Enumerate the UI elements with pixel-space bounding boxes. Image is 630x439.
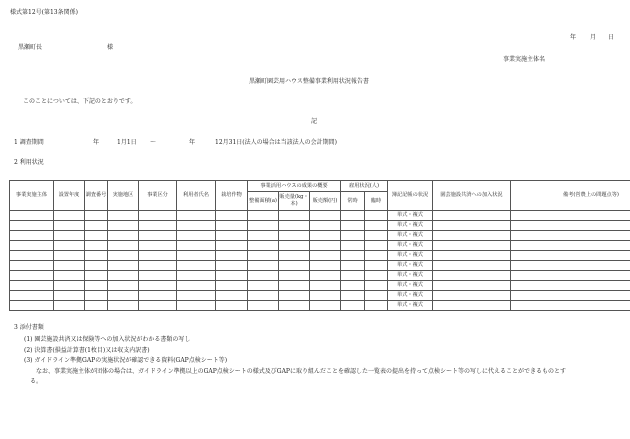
table-cell (341, 301, 365, 311)
applicant-label: 事業実施主体名 (503, 56, 546, 63)
table-cell (341, 291, 365, 301)
section3-item-3: (3) ガイドライン準拠GAPの実施状況が確認できる資料(GAP点検シート等) (24, 357, 228, 364)
table-cell (177, 271, 216, 281)
table-cell (511, 221, 630, 231)
table-cell (85, 261, 108, 271)
table-cell (433, 231, 511, 241)
table-cell (54, 221, 85, 231)
section1-from: 1月1日 (117, 139, 137, 146)
table-cell (85, 251, 108, 261)
document-title: 黒瀬町園芸用ハウス整備事業利用状況報告書 (249, 78, 369, 85)
table-cell (139, 271, 177, 281)
table-cell (248, 251, 279, 261)
table-cell (85, 291, 108, 301)
table-cell (365, 281, 388, 291)
table-cell (177, 261, 216, 271)
bookkeeping-cell: 単式・複式 (388, 301, 433, 311)
table-cell (310, 221, 341, 231)
table-cell (433, 271, 511, 281)
table-cell (216, 241, 248, 251)
table-cell (365, 221, 388, 231)
table-cell (511, 281, 630, 291)
table-cell (341, 241, 365, 251)
table-cell (10, 251, 54, 261)
table-cell (433, 251, 511, 261)
table-cell (433, 261, 511, 271)
table-cell (177, 211, 216, 221)
section2-label: 2 利用状況 (14, 159, 44, 166)
table-cell (54, 291, 85, 301)
table-row (10, 281, 630, 291)
table-cell (85, 281, 108, 291)
table-cell (177, 251, 216, 261)
table-row (10, 241, 630, 251)
table-cell (85, 231, 108, 241)
table-row (10, 261, 630, 271)
table-cell (511, 251, 630, 261)
header-fiscal-year: 設置年度 (54, 181, 85, 211)
section1-year2: 年 (189, 139, 196, 146)
table-cell (365, 261, 388, 271)
table-cell (310, 231, 341, 241)
section3-item-2: (2) 決算書(損益計算書(1枚目)又は収支内訳書) (24, 347, 150, 354)
header-shipment-qty: 販売量(kg・本) (279, 192, 310, 211)
table-cell (248, 271, 279, 281)
table-cell (511, 301, 630, 311)
header-sales-amount: 販売額(円) (310, 192, 341, 211)
table-cell (85, 211, 108, 221)
table-cell (10, 261, 54, 271)
intro-text: このことについては、下記のとおりです。 (23, 98, 137, 105)
table-cell (108, 231, 139, 241)
table-row (10, 251, 630, 261)
header-category: 事業区分 (139, 181, 177, 211)
table-cell (10, 231, 54, 241)
table-row (10, 301, 630, 311)
table-cell (341, 251, 365, 261)
addressee-honorific: 様 (107, 44, 114, 51)
header-bookkeeping: 簿記記帳の状況 (388, 181, 433, 211)
table-cell (216, 271, 248, 281)
table-cell (341, 271, 365, 281)
table-cell (279, 241, 310, 251)
header-employment-group: 雇用状況(人) (341, 181, 388, 192)
section3-item-1: (1) 園芸施設共済又は保険等への加入状況がわかる書類の写し (24, 336, 191, 343)
bookkeeping-cell: 単式・複式 (388, 281, 433, 291)
table-cell (511, 241, 630, 251)
table-cell (310, 261, 341, 271)
table-cell (139, 301, 177, 311)
header-operator: 事業実施主体 (10, 181, 54, 211)
table-cell (365, 241, 388, 251)
table-cell (279, 261, 310, 271)
table-cell (139, 261, 177, 271)
table-cell (10, 221, 54, 231)
header-remarks: 備考(営農上の問題点等) (511, 181, 630, 211)
section3-note-line1: なお、事業実施主体が団体の場合は、ガイドライン準拠以上のGAP点検シートの様式及びGAPに取り組んだことを確認した一覧表の提出を持って点検シート等の写しに代えることができるものとす (36, 368, 566, 375)
header-crop: 栽培作物 (216, 181, 248, 211)
table-cell (108, 221, 139, 231)
table-cell (85, 271, 108, 281)
table-cell (10, 281, 54, 291)
table-cell (177, 231, 216, 241)
table-cell (10, 271, 54, 281)
header-regular: 常時 (341, 192, 365, 211)
section1-tilde: ～ (150, 139, 157, 146)
table-cell (54, 241, 85, 251)
table-cell (310, 241, 341, 251)
table-cell (433, 221, 511, 231)
table-cell (279, 281, 310, 291)
table-row (10, 211, 630, 221)
table-cell (341, 281, 365, 291)
table-cell (248, 281, 279, 291)
table-cell (248, 291, 279, 301)
table-cell (310, 251, 341, 261)
table-cell (365, 271, 388, 281)
header-temporary: 臨時 (365, 192, 388, 211)
table-cell (108, 271, 139, 281)
table-cell (54, 271, 85, 281)
table-cell (433, 301, 511, 311)
table-cell (310, 301, 341, 311)
table-cell (216, 301, 248, 311)
table-cell (248, 211, 279, 221)
table-cell (341, 221, 365, 231)
table-cell (365, 231, 388, 241)
table-cell (108, 251, 139, 261)
table-cell (365, 301, 388, 311)
table-cell (341, 211, 365, 221)
table-cell (279, 301, 310, 311)
table-cell (216, 261, 248, 271)
table-row (10, 271, 630, 281)
table-cell (85, 301, 108, 311)
table-cell (10, 301, 54, 311)
bookkeeping-cell: 単式・複式 (388, 221, 433, 231)
ki-label: 記 (311, 118, 318, 125)
table-cell (279, 211, 310, 221)
table-cell (511, 231, 630, 241)
table-cell (310, 291, 341, 301)
header-survey-no: 調査番号 (85, 181, 108, 211)
section3-label: 3 添付書類 (14, 324, 44, 331)
section1-year1: 年 (93, 139, 100, 146)
table-cell (177, 221, 216, 231)
table-cell (108, 241, 139, 251)
table-cell (139, 211, 177, 221)
table-cell (85, 241, 108, 251)
table-cell (433, 241, 511, 251)
table-cell (216, 211, 248, 221)
table-cell (365, 211, 388, 221)
table-cell (108, 281, 139, 291)
bookkeeping-cell: 単式・複式 (388, 271, 433, 281)
table-row (10, 231, 630, 241)
table-cell (310, 281, 341, 291)
header-mutual-aid: 園芸施設共済への加入状況 (433, 181, 511, 211)
table-cell (139, 281, 177, 291)
addressee-name: 黒瀬町長 (18, 44, 43, 51)
bookkeeping-cell: 単式・複式 (388, 231, 433, 241)
table-cell (279, 251, 310, 261)
table-cell (54, 261, 85, 271)
table-cell (108, 291, 139, 301)
table-cell (248, 221, 279, 231)
table-cell (108, 301, 139, 311)
bookkeeping-cell: 単式・複式 (388, 291, 433, 301)
table-cell (177, 281, 216, 291)
table-cell (248, 301, 279, 311)
table-cell (10, 291, 54, 301)
table-cell (248, 231, 279, 241)
table-cell (54, 281, 85, 291)
table-cell (54, 211, 85, 221)
bookkeeping-cell: 単式・複式 (388, 211, 433, 221)
table-cell (433, 281, 511, 291)
table-cell (341, 261, 365, 271)
table-cell (433, 211, 511, 221)
header-acreage: 整備面積(a) (248, 192, 279, 211)
table-cell (279, 221, 310, 231)
table-cell (511, 211, 630, 221)
table-row (10, 291, 630, 301)
table-cell (279, 291, 310, 301)
table-cell (177, 291, 216, 301)
table-cell (139, 291, 177, 301)
table-cell (216, 291, 248, 301)
header-results-group: 事業活用ハウスの成果の概要 (248, 181, 341, 192)
table-cell (248, 261, 279, 271)
table-cell (310, 271, 341, 281)
table-cell (279, 271, 310, 281)
table-cell (433, 291, 511, 301)
table-cell (54, 301, 85, 311)
table-cell (54, 231, 85, 241)
bookkeeping-cell: 単式・複式 (388, 241, 433, 251)
date-year: 年 (570, 34, 577, 41)
date-day: 日 (608, 34, 615, 41)
table-cell (177, 301, 216, 311)
table-cell (365, 291, 388, 301)
table-cell (511, 291, 630, 301)
section1-to: 12月31日(法人の場合は当該法人の会計期間) (215, 139, 337, 146)
table-cell (216, 281, 248, 291)
table-cell (139, 231, 177, 241)
table-cell (108, 261, 139, 271)
table-cell (85, 221, 108, 231)
table-row (10, 221, 630, 231)
table-cell (216, 251, 248, 261)
bookkeeping-cell: 単式・複式 (388, 251, 433, 261)
table-cell (108, 211, 139, 221)
section1-label: 1 調査期間 (14, 139, 44, 146)
bookkeeping-cell: 単式・複式 (388, 261, 433, 271)
table-cell (279, 231, 310, 241)
header-area: 実施地区 (108, 181, 139, 211)
table-cell (511, 261, 630, 271)
usage-table (9, 180, 630, 311)
section3-note-line2: る。 (30, 378, 43, 385)
table-cell (341, 231, 365, 241)
table-cell (216, 221, 248, 231)
table-cell (365, 251, 388, 261)
table-cell (139, 241, 177, 251)
table-cell (10, 211, 54, 221)
table-cell (10, 241, 54, 251)
header-user-name: 利用者氏名 (177, 181, 216, 211)
table-cell (216, 231, 248, 241)
table-cell (139, 221, 177, 231)
date-month: 月 (590, 34, 597, 41)
table-cell (511, 271, 630, 281)
form-number: 様式第12号(第13条関係) (10, 9, 78, 16)
table-cell (248, 241, 279, 251)
table-cell (54, 251, 85, 261)
table-cell (139, 251, 177, 261)
table-cell (177, 241, 216, 251)
table-cell (310, 211, 341, 221)
